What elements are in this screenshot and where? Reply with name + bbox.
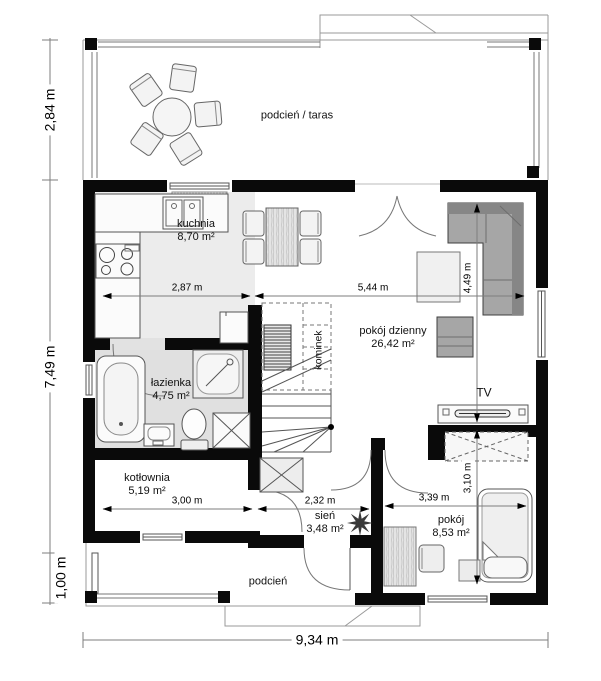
dim-bottom: 9,34 m xyxy=(292,634,343,647)
fireplace-hearth xyxy=(264,325,291,370)
dining-table xyxy=(266,208,298,266)
fireplace-label: kominek xyxy=(312,330,325,370)
fridge xyxy=(220,312,248,343)
entrance-door-arc xyxy=(304,548,350,590)
room-name: kotłownia xyxy=(124,472,170,484)
dim-living-width: 5,44 m xyxy=(357,282,389,294)
room-area: 4,75 m² xyxy=(152,390,190,402)
toilet xyxy=(182,409,206,439)
room-name: kuchnia xyxy=(177,218,215,230)
room-area: 8,70 m² xyxy=(177,231,215,243)
french-door-arc-left xyxy=(359,196,397,236)
room-label-porch: podcień xyxy=(248,575,288,588)
dim-top-left: 2,84 m xyxy=(44,85,57,136)
bedroom-furniture xyxy=(384,432,532,586)
room-label-boiler xyxy=(124,472,170,498)
terrace-table-set xyxy=(129,63,222,166)
desk xyxy=(384,527,416,586)
room-label-terrace: podcień / taras xyxy=(260,109,334,122)
porch-railing xyxy=(92,553,98,593)
hall-living-door-arc xyxy=(331,450,371,490)
stairs xyxy=(262,303,334,452)
room-name: pokój dzienny xyxy=(359,325,427,337)
tv-label: TV xyxy=(476,385,492,400)
room-name: łazienka xyxy=(150,377,192,389)
dim-boiler-width: 3,00 m xyxy=(171,495,203,507)
room-label-bathroom xyxy=(151,377,191,403)
room-area: 8,53 m² xyxy=(432,527,470,539)
dim-bottom-left: 1,00 m xyxy=(55,553,68,604)
room-name: sień xyxy=(314,510,336,522)
dim-hall-width: 2,32 m xyxy=(304,495,336,507)
room-label-living xyxy=(359,325,426,351)
bedroom-door-arc xyxy=(385,450,428,493)
dim-bedroom-width: 3,39 m xyxy=(418,492,450,504)
coffee-table xyxy=(417,252,460,302)
bed-pillow xyxy=(484,557,527,578)
boiler-door-arc xyxy=(260,490,302,532)
dim-left: 7,49 m xyxy=(44,342,57,393)
dim-kitchen-width: 2,87 m xyxy=(171,282,203,294)
dim-living-height: 4,49 m xyxy=(462,262,474,294)
living-room-furniture xyxy=(417,203,528,423)
dim-bedroom-height: 3,10 m xyxy=(462,462,474,494)
north-star-icon xyxy=(347,510,373,536)
room-label-bedroom xyxy=(432,514,469,540)
room-label-hall xyxy=(306,510,343,536)
stair-newel xyxy=(328,424,334,430)
desk-chair xyxy=(419,545,444,572)
room-area: 5,19 m² xyxy=(128,485,166,497)
room-area: 26,42 m² xyxy=(371,338,415,350)
room-area: 3,48 m² xyxy=(306,523,344,535)
room-label-kitchen xyxy=(177,218,215,244)
room-name: pokój xyxy=(437,514,465,526)
entry-step xyxy=(225,606,420,626)
french-door-arc-right xyxy=(397,196,436,236)
